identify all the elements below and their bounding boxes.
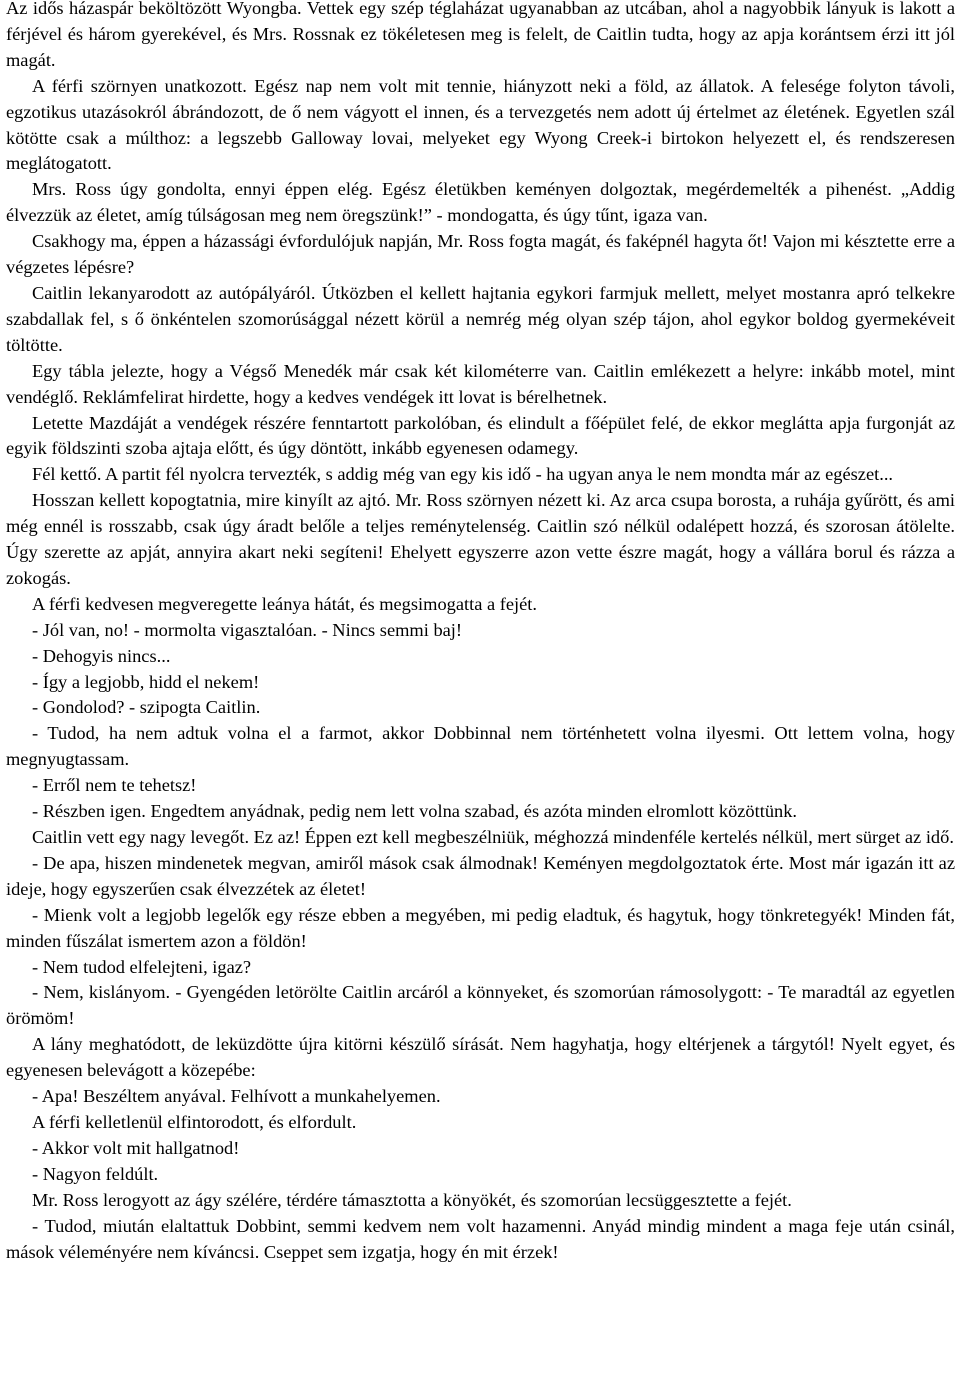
paragraph: Hosszan kellett kopogtatnia, mire kinyílt az ajtó. Mr. Ross szörnyen nézett ki. Az arca csupa borosta, a ruhája gyűrött, és ami még ennél is rosszabb, csak úgy áradt belőle a teljes reménytelenség. Caitlin szó nélkül odalépett hozzá, és szorosan átölelte. Úgy szerette az apját, annyira akart neki segíteni! Ehelyett egyszerre azon vette észre magát, hogy a vállára borul és rázza a zokogás. — [6, 490, 955, 588]
paragraph: Caitlin lekanyarodott az autópályáról. Útközben el kellett hajtania egykori farmjuk mellett, melyet mostanra apró telkekre szabdallak fel, s ő önkéntelen szomorúsággal nézett körül a nemrég még olyan szép tájon, ahol egykor boldog gyermekéveit töltötte. — [6, 282, 955, 355]
paragraph: - Részben igen. Engedtem anyádnak, pedig nem lett volna szabad, és azóta minden elromlott közöttünk. — [32, 801, 798, 822]
paragraph: - Apa! Beszéltem anyával. Felhívott a munkahelyemen. — [32, 1086, 441, 1107]
paragraph: Az idős házaspár beköltözött Wyongba. Vettek egy szép téglaházat ugyanabban az utcában, ahol a nagyobbik lányuk is lakott a férjével és három gyerekével, és Mrs. Rossnak ez tökéletesen meg is felelt, de Caitlin tudta, hogy az apja korántsem érzi itt jól magát. — [6, 0, 955, 70]
paragraph: - Tudod, miután elaltattuk Dobbint, semmi kedvem nem volt hazamenni. Anyád mindig mindent a maga feje után csinál, mások véleményére nem kíváncsi. Cseppet sem izgatja, hogy én mit érzek! — [6, 1215, 955, 1262]
paragraph: - Jól van, no! - mormolta vigasztalóan. - Nincs semmi baj! — [32, 619, 463, 640]
paragraph: - Dehogyis nincs... — [32, 645, 171, 666]
paragraph: - Nem tudod elfelejteni, igaz? — [32, 956, 252, 977]
paragraph: - Nagyon feldúlt. — [32, 1163, 159, 1184]
paragraph: - Nem, kislányom. - Gyengéden letörölte Caitlin arcáról a könnyeket, és szomorúan rámosolygott: - Te maradtál az egyetlen örömöm! — [6, 982, 955, 1029]
paragraph: - Gondolod? - szipogta Caitlin. — [32, 697, 261, 718]
paragraph: Fél kettő. A partit fél nyolcra tervezték, s addig még van egy kis idő - ha ugyan anya le nem mondta már az egészet... — [32, 464, 894, 485]
paragraph: A lány meghatódott, de leküzdötte újra kitörni készülő sírását. Nem hagyhatja, hogy eltérjenek a tárgytól! Nyelt egyet, és egyenesen belevágott a közepébe: — [6, 1034, 955, 1081]
paragraph: - Erről nem te tehetsz! — [32, 775, 197, 796]
paragraph: - Mienk volt a legjobb legelők egy része ebben a megyében, mi pedig eladtuk, és hagytuk, hogy tönkretegyék! Minden fát, minden fűszálat ismertem azon a földön! — [6, 904, 955, 951]
paragraph: - Akkor volt mit hallgatnod! — [32, 1137, 240, 1158]
paragraph: - Így a legjobb, hidd el nekem! — [32, 671, 260, 692]
paragraph: A férfi kedvesen megveregette leánya hátát, és megsimogatta a fejét. — [32, 593, 538, 614]
document-body — [6, 0, 955, 1265]
paragraph: Mr. Ross lerogyott az ágy szélére, térdére támasztotta a könyökét, és szomorúan lecsüggesztette a fejét. — [32, 1189, 792, 1210]
paragraph: Egy tábla jelezte, hogy a Végső Menedék már csak két kilométerre van. Caitlin emlékezett a helyre: inkább motel, mint vendéglő. Reklámfelirat hirdette, hogy a kedves vendégek itt lovat is bérelhetnek. — [6, 360, 955, 407]
paragraph: Csakhogy ma, éppen a házassági évfordulójuk napján, Mr. Ross fogta magát, és faképnél hagyta őt! Vajon mi késztette erre a végzetes lépésre? — [6, 231, 955, 278]
paragraph: A férfi kelletlenül elfintorodott, és elfordult. — [32, 1111, 357, 1132]
paragraph: Mrs. Ross úgy gondolta, ennyi éppen elég. Egész életükben keményen dolgoztak, megérdemelték a pihenést. „Addig élvezzük az életet, amíg túlságosan meg nem öregszünk!” - mondogatta, és úgy tűnt, igaza van. — [6, 179, 955, 226]
paragraph: Letette Mazdáját a vendégek részére fenntartott parkolóban, és elindult a főépület felé, de ekkor meglátta apja furgonját az egyik földszinti szoba ajtaja előtt, és úgy döntött, inkább egyenesen odamegy. — [6, 412, 955, 459]
paragraph: A férfi szörnyen unatkozott. Egész nap nem volt mit tennie, hiányzott neki a föld, az állatok. A felesége folyton távoli, egzotikus utazásokról ábrándozott, de ő nem vágyott el innen, és a tervezgetés nem adott új értelmet az életének. Egyetlen szál kötötte csak a múlthoz: a legszebb Galloway lovai, melyeket egy Wyong Creek-i birtokon helyezett el, és rendszeresen meglátogatott. — [6, 75, 955, 174]
paragraph: - Tudod, ha nem adtuk volna el a farmot, akkor Dobbinnal nem történhetett volna ilyesmi. Ott lettem volna, hogy megnyugtassam. — [6, 723, 955, 770]
paragraph: Caitlin vett egy nagy levegőt. Ez az! Éppen ezt kell megbeszélniük, méghozzá mindenféle kertelés nélkül, mert sürget az idő. — [32, 827, 954, 847]
paragraph: - De apa, hiszen mindenetek megvan, amiről mások csak álmodnak! Keményen megdolgoztatok érte. Most már igazán itt az ideje, hogy egyszerűen csak élvezzétek az életet! — [6, 852, 955, 899]
